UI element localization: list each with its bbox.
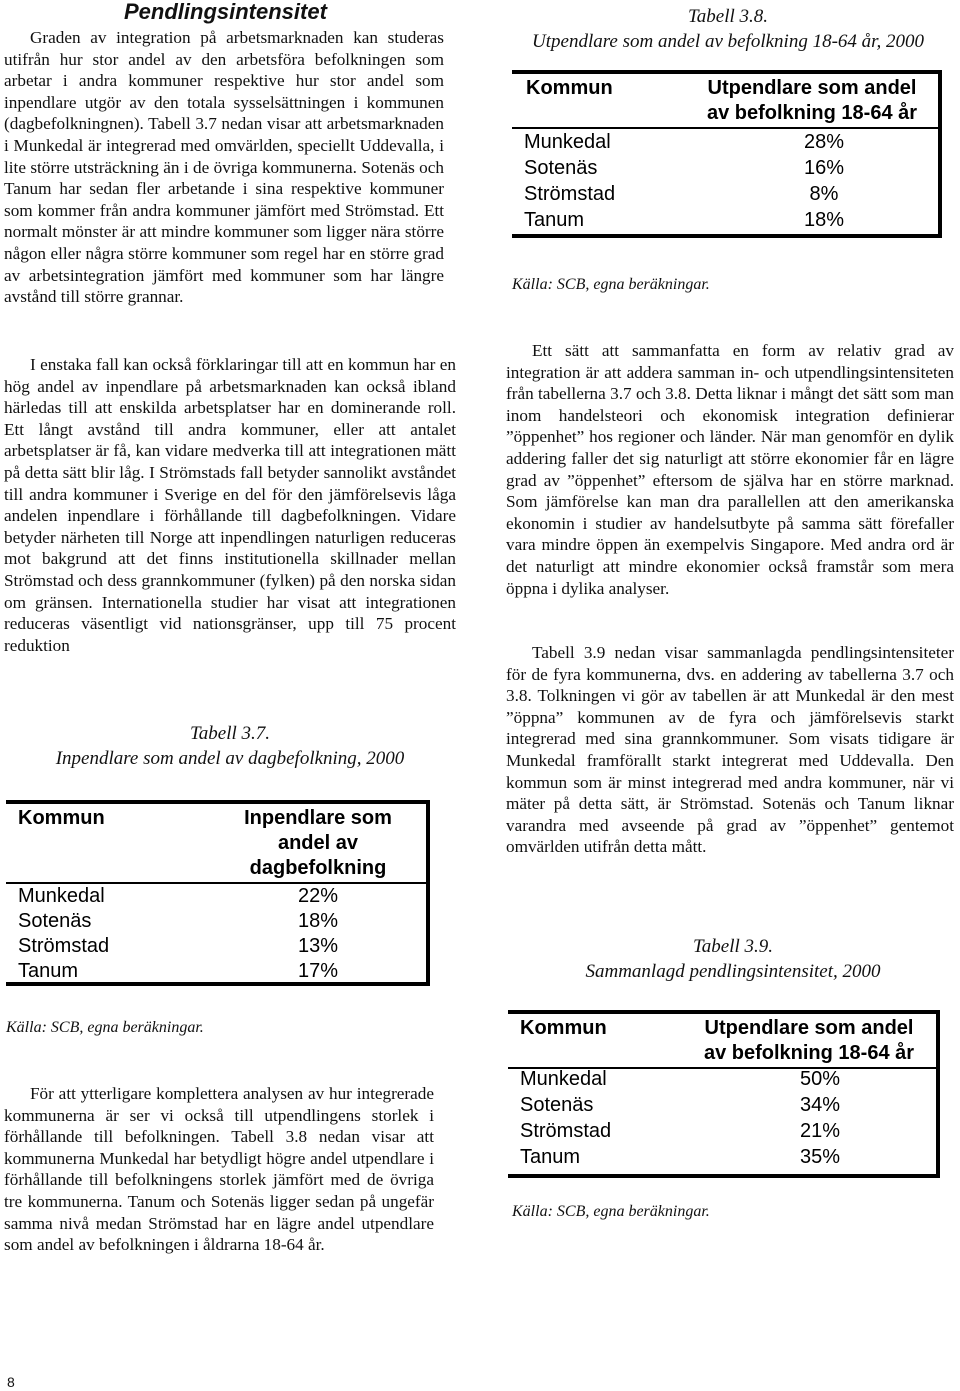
table-rule-bottom: [508, 1174, 940, 1178]
column-header-line: av befolkning 18-64 år: [703, 1042, 915, 1064]
column-header-kommun: Kommun: [526, 77, 613, 99]
caption-number: Tabell 3.7.: [189, 723, 271, 744]
paragraph-out-commuting: [4, 1083, 434, 1256]
cell-value: 8%: [809, 183, 839, 205]
table-3-8-caption: [508, 4, 948, 54]
cell-value: 18%: [803, 209, 845, 231]
cell-value: 35%: [799, 1146, 841, 1168]
table-3-8: [512, 70, 942, 238]
table-rule-bottom: [512, 234, 942, 238]
table-row: [520, 1067, 928, 1092]
column-header-line: dagbefolkning: [249, 857, 387, 879]
table-row: [18, 909, 418, 934]
table-row: [18, 884, 418, 909]
table-row: [524, 156, 930, 181]
column-header-kommun: Kommun: [18, 807, 105, 829]
caption-title: Utpendlare som andel av befolkning 18-64 år, 2000: [532, 31, 924, 52]
cell-value: 50%: [799, 1068, 841, 1090]
table-row: [524, 130, 930, 155]
paragraph-table-3-9-interpretation: [506, 642, 954, 858]
caption-number: Tabell 3.8.: [687, 6, 769, 27]
column-header-line: Utpendlare som andel: [704, 1017, 914, 1039]
caption-title: Inpendlare som andel av dagbefolkning, 2000: [55, 748, 405, 769]
column-header-line: Inpendlare som: [244, 807, 392, 829]
section-title: Pendlingsintensitet: [124, 0, 327, 24]
cell-kommun: Munkedal: [520, 1068, 607, 1090]
table-row: [520, 1093, 928, 1118]
paragraph-text: Tabell 3.9 nedan visar sammanlagda pendlingsintensiteter för de fyra kommunerna, dvs. en addering av tabellerna 3.7 och 3.8. Tolkningen vi gör av tabellen är att Munkedal är den mest ”öppna” kommunen av de fyra och jämförelsevis starkt integrerad med sina grannkommuner. Som visats tidigare är Munkedal framförallt starkt integrerat med Uddevalla. Den kommun som är minst integrerad med andra kommuner, när vi mäter på detta sätt, är Strömstad. Sotenäs och Tanum liknar varandra med avseende på grad av ”öppenhet” gentemot omvärlden utifrån detta mått.: [506, 643, 954, 857]
cell-value: 22%: [297, 885, 339, 907]
paragraph-text: I enstaka fall kan också förklaringar till att en kommun har en hög andel av inpendlare på arbetsmarknaden kan också ibland härledas till att enskilda arbetsplatser har en dominerande roll. Ett långt avstånd till andra kommuner, eller att antalet arbetsplatser är få, kan vidare medverka till att integrationen mätt på detta sätt blir låg. I Strömstads fall betyder sannolikt avståndet till andra kommuner i Sverige en del för den jämförelsevis låga andelen inpendlare i förhållande till dagbefolkningen. Vidare betyder närheten till Norge att inpendlingen naturligen reduceras mot bakgrund att det finns institutionella skillnader mellan Strömstad och dess grannkommuner (fylken) på den norska sidan om gränsen. Internationella studier har visat att integrationen reduceras väsentligt vid nationsgränser, upp till 75 procent reduktion: [4, 355, 456, 655]
cell-kommun: Strömstad: [18, 935, 110, 957]
table-rule-top: [512, 70, 938, 74]
table-3-7-source: Källa: SCB, egna beräkningar.: [6, 1019, 204, 1036]
paragraph-text: Ett sätt att sammanfatta en form av relativ grad av integration är att addera samman in- och utpendlingsintensiteten från tabellerna 3.7 och 3.8. Detta liknar i mångt det sätt som man inom handelsteori och ekonomisk integration definierar ”öppenhet” hos regioner och länder. När man genomför en dylik addering faller det sig naturligt att större ekonomier får en lägre grad av ”öppenhet” eftersom de själva har en större marknad. Som jämförelse kan man dra parallellen att den amerikanska ekonomin i studier av handelsutbyte på samma sätt förefaller vara mindre öppen än exempelvis Singapore. Med andra ord är det naturligt att mindre ekonomier också framstår som mera öppna i dylika analyser.: [506, 341, 954, 598]
paragraph-text: För att ytterligare komplettera analysen av hur integrerade kommunerna är ser vi också till utpendlingens storlek i förhållande till befolkningen. Tabell 3.8 nedan visar att kommunerna Munkedal har betydligt högre andel utpendlare i förhållande till befolkningens storlek jämfört med de övriga tre kommunerna. Tanum och Sotenäs ligger sedan på ungefär samma nivå medan Strömstad har en lägre andel utpendlare som andel av befolkningen i åldrarna 18-64 år.: [4, 1084, 434, 1255]
cell-kommun: Munkedal: [18, 885, 105, 907]
table-row: [520, 1145, 928, 1170]
column-header-line: andel av: [277, 832, 359, 854]
cell-kommun: Sotenäs: [18, 910, 92, 932]
table-rule-top: [508, 1010, 936, 1014]
table-3-9-caption: [508, 934, 958, 984]
paragraph-text: Graden av integration på arbetsmarknaden kan studeras utifrån hur stor andel av den arbetsföra befolkningen som arbetar i andra kommuner respektive hur stor andel som inpendlare utgör av den totala sysselsättningen i kommunen (dagbefolkningnen). Tabell 3.7 nedan visar att arbetsmarknaden i Munkedal är integrerad med omvärlden, speciellt Uddevalla, i lite större utsträckning än i de övriga kommunerna. Sotenäs och Tanum har sedan fler arbetande i sina respektive kommuner som kommer från andra kommuner jämfört med Strömstad. Ett normalt mönster är att mindre kommuner som ligger nära större någon eller några större kommuner som regel har en större grad av arbetsintegration jämfört med kommuner som har längre avstånd till större grannar.: [4, 28, 444, 307]
cell-value: 17%: [297, 960, 339, 982]
cell-value: 34%: [799, 1094, 841, 1116]
cell-value: 21%: [799, 1120, 841, 1142]
caption-title: Sammanlagd pendlingsintensitet, 2000: [585, 961, 881, 982]
table-rule-top: [6, 800, 426, 804]
cell-kommun: Tanum: [520, 1146, 581, 1168]
table-3-9: [508, 1010, 940, 1178]
cell-kommun: Strömstad: [524, 183, 616, 205]
table-3-9-source: Källa: SCB, egna beräkningar.: [512, 1203, 710, 1220]
cell-value: 16%: [803, 157, 845, 179]
caption-number: Tabell 3.9.: [692, 936, 774, 957]
table-rule-header: [512, 127, 938, 129]
table-row: [524, 208, 930, 233]
table-row: [18, 934, 418, 959]
paragraph-commuting-explanations: [4, 354, 456, 656]
table-3-8-source: Källa: SCB, egna beräkningar.: [512, 276, 710, 293]
table-row: [520, 1119, 928, 1144]
cell-value: 13%: [297, 935, 339, 957]
cell-kommun: Tanum: [18, 960, 79, 982]
column-header-line: av befolkning 18-64 år: [706, 102, 918, 124]
paragraph-integration-intro: [4, 27, 444, 308]
paragraph-openness: [506, 340, 954, 599]
cell-kommun: Munkedal: [524, 131, 611, 153]
table-3-7: [6, 800, 430, 986]
table-row: [18, 959, 418, 984]
table-rule-bottom: [6, 982, 430, 986]
table-3-7-caption: [20, 721, 440, 771]
column-header-line: Utpendlare som andel: [707, 77, 917, 99]
page-number: 8: [7, 1374, 15, 1390]
cell-kommun: Tanum: [524, 209, 585, 231]
cell-kommun: Sotenäs: [520, 1094, 594, 1116]
cell-kommun: Sotenäs: [524, 157, 598, 179]
cell-value: 18%: [297, 910, 339, 932]
cell-kommun: Strömstad: [520, 1120, 612, 1142]
cell-value: 28%: [803, 131, 845, 153]
table-row: [524, 182, 930, 207]
column-header-kommun: Kommun: [520, 1017, 607, 1039]
